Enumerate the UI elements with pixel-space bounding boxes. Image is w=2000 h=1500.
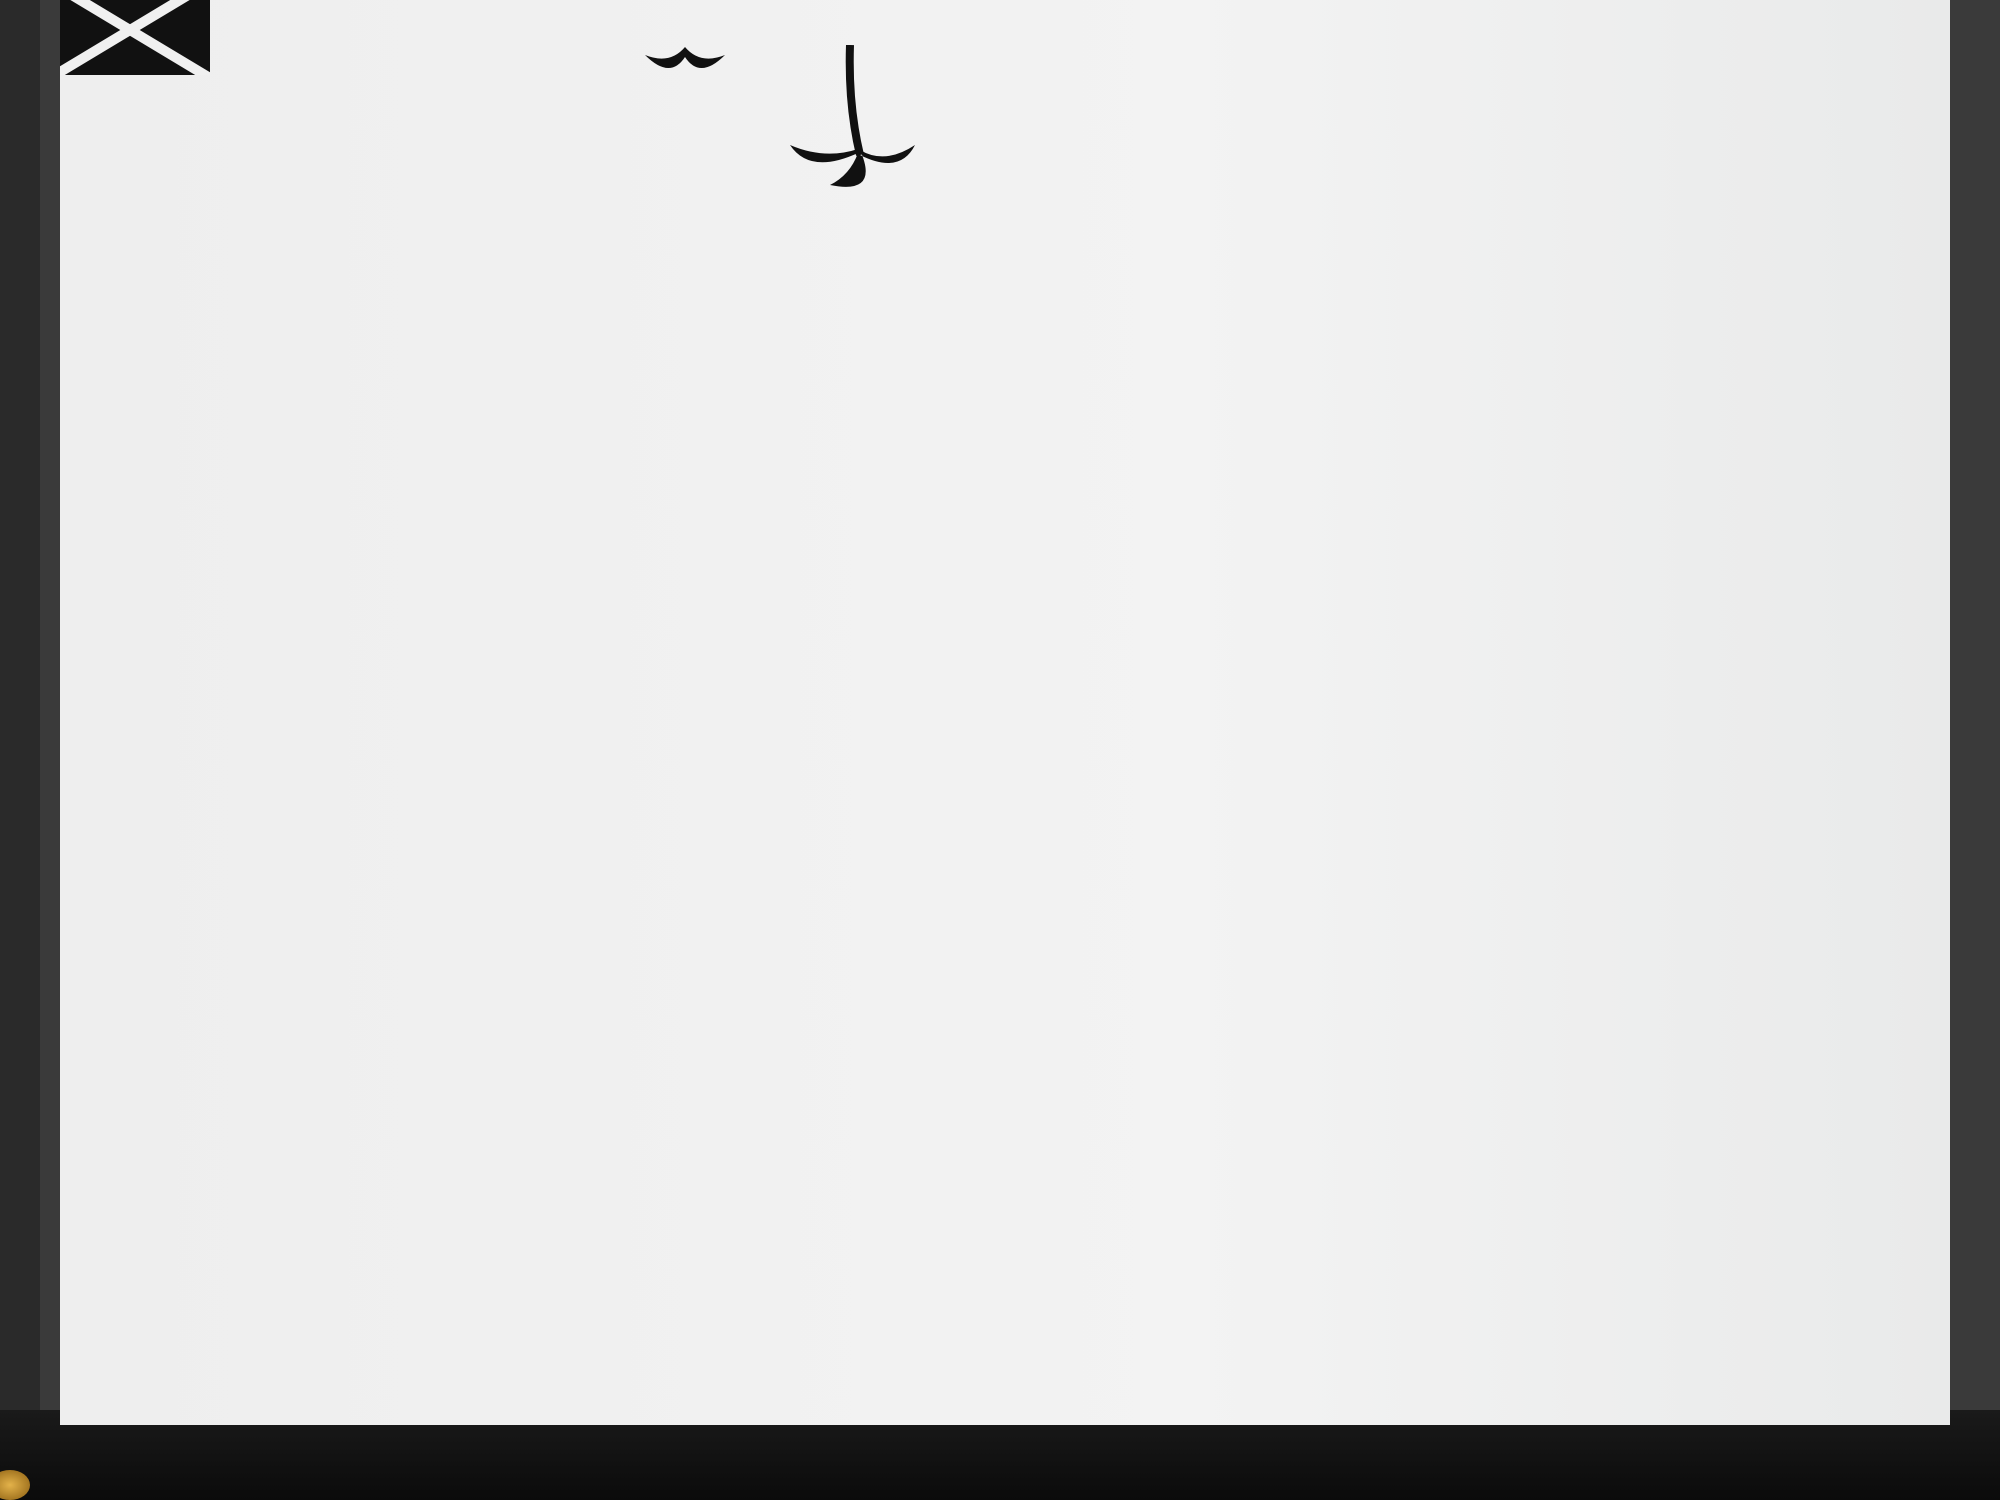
logo [290,35,890,195]
jamaica-flag-icon [60,0,210,75]
palm-tree-icon [780,45,920,195]
bird-icon [640,25,730,85]
binder-edge [0,0,40,1500]
menu-page [60,0,1950,1425]
